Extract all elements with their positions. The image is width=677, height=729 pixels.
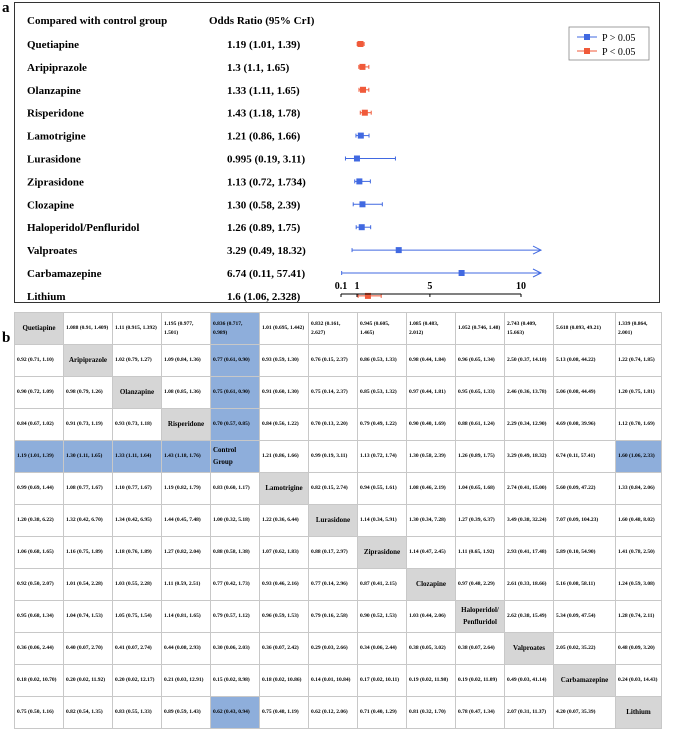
league-value-cell: 0.41 (0.07, 2.74) bbox=[113, 633, 162, 665]
league-value-cell: 1.26 (0.89, 1.75) bbox=[456, 441, 505, 473]
league-table-row bbox=[15, 601, 662, 633]
league-value-cell: 0.70 (0.13, 2.20) bbox=[309, 409, 358, 441]
forest-point bbox=[459, 270, 465, 276]
league-value-cell: 0.96 (0.65, 1.34) bbox=[456, 345, 505, 377]
league-value-cell: 1.01 (0.54, 2.28) bbox=[64, 569, 113, 601]
league-significant-cell: 0.70 (0.57, 0.85) bbox=[211, 409, 260, 441]
league-value-cell: 1.12 (0.70, 1.69) bbox=[616, 409, 662, 441]
league-value-cell: 1.09 (0.84, 1.36) bbox=[162, 345, 211, 377]
league-value-cell: 0.94 (0.55, 1.61) bbox=[358, 473, 407, 505]
league-value-cell: 2.61 (0.33, 18.66) bbox=[505, 569, 554, 601]
league-value-cell: 0.78 (0.47, 1.34) bbox=[456, 697, 505, 729]
league-diagonal-drug-cell: Haloperidol/ Penfluridol bbox=[456, 601, 505, 633]
league-table-row bbox=[15, 633, 662, 665]
league-value-cell: 0.77 (0.14, 2.96) bbox=[309, 569, 358, 601]
league-value-cell: 2.93 (0.41, 17.48) bbox=[505, 537, 554, 569]
league-value-cell: 7.07 (0.09, 104.23) bbox=[554, 505, 616, 537]
league-table-row bbox=[15, 697, 662, 729]
league-value-cell: 0.83 (0.60, 1.17) bbox=[211, 473, 260, 505]
league-value-cell: 1.08 (0.77, 1.67) bbox=[64, 473, 113, 505]
forest-or-label: 1.33 (1.11, 1.65) bbox=[227, 84, 300, 97]
league-value-cell: 0.82 (0.15, 2.74) bbox=[309, 473, 358, 505]
league-value-cell: 2.50 (0.37, 14.10) bbox=[505, 345, 554, 377]
forest-header-right: Odds Ratio (95% CrI) bbox=[209, 15, 315, 27]
league-value-cell: 4.20 (0.07, 35.39) bbox=[554, 697, 616, 729]
league-value-cell: 1.34 (0.42, 6.95) bbox=[113, 505, 162, 537]
forest-legend-marker bbox=[584, 48, 590, 54]
league-value-cell: 3.29 (0.49, 18.32) bbox=[505, 441, 554, 473]
league-value-cell: 2.07 (0.31, 11.37) bbox=[505, 697, 554, 729]
league-value-cell: 1.07 (0.62, 1.83) bbox=[260, 537, 309, 569]
league-diagonal-drug-cell: Risperidone bbox=[162, 409, 211, 441]
league-value-cell: 0.97 (0.48, 2.29) bbox=[456, 569, 505, 601]
league-value-cell: 1.13 (0.72, 1.74) bbox=[358, 441, 407, 473]
league-value-cell: 1.05 (0.75, 1.54) bbox=[113, 601, 162, 633]
league-value-cell: 1.24 (0.59, 3.08) bbox=[616, 569, 662, 601]
league-significant-cell: 0.62 (0.43, 0.94) bbox=[211, 697, 260, 729]
league-diagonal-drug-cell: Quetiapine bbox=[15, 313, 64, 345]
league-value-cell: 1.11 (0.65, 1.92) bbox=[456, 537, 505, 569]
league-value-cell: 1.00 (0.32, 5.18) bbox=[211, 505, 260, 537]
league-value-cell: 5.60 (0.09, 47.22) bbox=[554, 473, 616, 505]
league-table-row bbox=[15, 345, 662, 377]
league-value-cell: 1.19 (0.82, 1.79) bbox=[162, 473, 211, 505]
league-diagonal-drug-cell: Valproates bbox=[505, 633, 554, 665]
league-value-cell: 1.052 (0.746, 1.48) bbox=[456, 313, 505, 345]
league-diagonal-drug-cell: Lamotrigine bbox=[260, 473, 309, 505]
league-value-cell: 0.17 (0.02, 10.11) bbox=[358, 665, 407, 697]
league-value-cell: 0.99 (0.69, 1.44) bbox=[15, 473, 64, 505]
league-value-cell: 0.21 (0.03, 12.91) bbox=[162, 665, 211, 697]
league-value-cell: 1.11 (0.59, 2.51) bbox=[162, 569, 211, 601]
league-value-cell: 1.33 (0.84, 2.06) bbox=[616, 473, 662, 505]
league-value-cell: 1.04 (0.65, 1.68) bbox=[456, 473, 505, 505]
league-value-cell: 0.84 (0.56, 1.22) bbox=[260, 409, 309, 441]
forest-or-label: 1.21 (0.86, 1.66) bbox=[227, 130, 301, 143]
league-value-cell: 0.38 (0.05, 3.02) bbox=[407, 633, 456, 665]
league-value-cell: 5.89 (0.10, 54.90) bbox=[554, 537, 616, 569]
panel-label-a: a bbox=[2, 0, 10, 16]
panel-label-b: b bbox=[2, 330, 11, 346]
league-value-cell: 0.18 (0.02, 10.86) bbox=[260, 665, 309, 697]
league-value-cell: 2.46 (0.36, 13.78) bbox=[505, 377, 554, 409]
forest-or-label: 1.19 (1.01, 1.39) bbox=[227, 39, 301, 51]
league-value-cell: 1.32 (0.42, 6.70) bbox=[64, 505, 113, 537]
forest-drug-label: Quetiapine bbox=[27, 39, 79, 51]
league-value-cell: 0.20 (0.02, 11.92) bbox=[64, 665, 113, 697]
league-value-cell: 1.085 (0.483, 2.012) bbox=[407, 313, 456, 345]
league-diagonal-drug-cell: Olanzapine bbox=[113, 377, 162, 409]
league-significant-cell: 0.77 (0.61, 0.90) bbox=[211, 345, 260, 377]
league-value-cell: 1.16 (0.75, 1.89) bbox=[64, 537, 113, 569]
league-value-cell: 5.16 (0.08, 58.11) bbox=[554, 569, 616, 601]
league-value-cell: 1.01 (0.695, 1.442) bbox=[260, 313, 309, 345]
league-value-cell: 0.19 (0.02, 11.98) bbox=[407, 665, 456, 697]
league-value-cell: 1.20 (0.75, 1.81) bbox=[616, 377, 662, 409]
league-value-cell: 3.49 (0.38, 32.24) bbox=[505, 505, 554, 537]
league-value-cell: 0.99 (0.19, 3.11) bbox=[309, 441, 358, 473]
forest-drug-label: Valproates bbox=[27, 245, 78, 258]
forest-point bbox=[359, 64, 365, 70]
league-value-cell: 0.92 (0.50, 2.07) bbox=[15, 569, 64, 601]
league-value-cell: 0.15 (0.02, 8.98) bbox=[211, 665, 260, 697]
league-value-cell: 0.90 (0.72, 1.09) bbox=[15, 377, 64, 409]
league-diagonal-drug-cell: Clozapine bbox=[407, 569, 456, 601]
league-value-cell: 0.40 (0.07, 2.70) bbox=[64, 633, 113, 665]
forest-drug-label: Clozapine bbox=[27, 199, 75, 212]
league-value-cell: 0.76 (0.15, 2.37) bbox=[309, 345, 358, 377]
league-value-cell: 0.93 (0.59, 1.30) bbox=[260, 345, 309, 377]
league-value-cell: 0.77 (0.42, 1.73) bbox=[211, 569, 260, 601]
league-value-cell: 2.743 (0.409, 15.663) bbox=[505, 313, 554, 345]
forest-or-label: 0.995 (0.19, 3.11) bbox=[227, 153, 306, 166]
league-value-cell: 1.11 (0.915, 1.392) bbox=[113, 313, 162, 345]
league-value-cell: 0.87 (0.41, 2.15) bbox=[358, 569, 407, 601]
league-value-cell: 1.08 (0.46, 2.19) bbox=[407, 473, 456, 505]
forest-drug-label: Lamotrigine bbox=[27, 130, 86, 143]
league-value-cell: 1.195 (0.977, 1.501) bbox=[162, 313, 211, 345]
league-value-cell: 0.91 (0.60, 1.30) bbox=[260, 377, 309, 409]
league-value-cell: 1.339 (0.864, 2.001) bbox=[616, 313, 662, 345]
league-value-cell: 0.98 (0.79, 1.26) bbox=[64, 377, 113, 409]
forest-drug-label: Carbamazepine bbox=[27, 268, 102, 280]
league-value-cell: 1.04 (0.74, 1.53) bbox=[64, 601, 113, 633]
forest-point bbox=[360, 87, 366, 93]
league-value-cell: 0.18 (0.02, 10.70) bbox=[15, 665, 64, 697]
forest-header-left: Compared with control group bbox=[27, 15, 168, 27]
league-value-cell: 0.93 (0.46, 2.16) bbox=[260, 569, 309, 601]
league-table-row bbox=[15, 409, 662, 441]
league-value-cell: 0.85 (0.53, 1.32) bbox=[358, 377, 407, 409]
league-value-cell: 5.13 (0.08, 44.22) bbox=[554, 345, 616, 377]
league-value-cell: 1.088 (0.91, 1.409) bbox=[64, 313, 113, 345]
league-significant-cell: 1.19 (1.01, 1.39) bbox=[15, 441, 64, 473]
league-value-cell: 5.34 (0.09, 47.54) bbox=[554, 601, 616, 633]
league-value-cell: 0.98 (0.44, 1.84) bbox=[407, 345, 456, 377]
league-value-cell: 1.18 (0.76, 1.89) bbox=[113, 537, 162, 569]
league-value-cell: 0.29 (0.03, 2.66) bbox=[309, 633, 358, 665]
forest-point bbox=[396, 247, 402, 253]
league-value-cell: 0.91 (0.73, 1.19) bbox=[64, 409, 113, 441]
league-diagonal-drug-cell: Ziprasidone bbox=[358, 537, 407, 569]
league-value-cell: 0.75 (0.14, 2.37) bbox=[309, 377, 358, 409]
league-value-cell: 0.30 (0.06, 2.03) bbox=[211, 633, 260, 665]
league-value-cell: 0.88 (0.17, 2.97) bbox=[309, 537, 358, 569]
forest-or-label: 3.29 (0.49, 18.32) bbox=[227, 245, 306, 258]
league-significant-cell: 0.75 (0.61, 0.90) bbox=[211, 377, 260, 409]
league-value-cell: 1.14 (0.47, 2.45) bbox=[407, 537, 456, 569]
forest-or-label: 6.74 (0.11, 57.41) bbox=[227, 268, 306, 280]
league-value-cell: 1.30 (0.34, 7.28) bbox=[407, 505, 456, 537]
forest-drug-label: Aripiprazole bbox=[27, 61, 87, 74]
league-value-cell: 0.81 (0.32, 1.70) bbox=[407, 697, 456, 729]
forest-point bbox=[357, 41, 363, 47]
forest-drug-label: Lurasidone bbox=[27, 153, 81, 166]
league-value-cell: 5.618 (0.093, 49.21) bbox=[554, 313, 616, 345]
league-value-cell: 1.10 (0.77, 1.67) bbox=[113, 473, 162, 505]
league-value-cell: 0.93 (0.73, 1.18) bbox=[113, 409, 162, 441]
league-table-row bbox=[15, 441, 662, 473]
league-table-row bbox=[15, 569, 662, 601]
league-table-row bbox=[15, 473, 662, 505]
league-value-cell: 1.28 (0.74, 2.11) bbox=[616, 601, 662, 633]
forest-point bbox=[359, 201, 365, 207]
league-value-cell: 0.38 (0.07, 2.64) bbox=[456, 633, 505, 665]
league-value-cell: 0.95 (0.68, 1.34) bbox=[15, 601, 64, 633]
forest-point bbox=[354, 156, 360, 162]
league-value-cell: 1.41 (0.78, 2.50) bbox=[616, 537, 662, 569]
league-table bbox=[14, 312, 662, 729]
league-value-cell: 0.89 (0.59, 1.43) bbox=[162, 697, 211, 729]
league-value-cell: 2.29 (0.34, 12.90) bbox=[505, 409, 554, 441]
league-value-cell: 0.75 (0.50, 1.16) bbox=[15, 697, 64, 729]
league-value-cell: 0.88 (0.61, 1.24) bbox=[456, 409, 505, 441]
league-value-cell: 0.88 (0.58, 1.38) bbox=[211, 537, 260, 569]
league-value-cell: 0.24 (0.03, 14.43) bbox=[616, 665, 662, 697]
league-value-cell: 0.34 (0.06, 2.44) bbox=[358, 633, 407, 665]
league-value-cell: 0.14 (0.01, 10.84) bbox=[309, 665, 358, 697]
league-significant-cell: 1.43 (1.18, 1.76) bbox=[162, 441, 211, 473]
forest-drug-label: Ziprasidone bbox=[27, 176, 84, 189]
league-value-cell: 0.97 (0.44, 1.81) bbox=[407, 377, 456, 409]
forest-or-label: 1.30 (0.58, 2.39) bbox=[227, 199, 301, 212]
forest-legend-label: P > 0.05 bbox=[602, 33, 636, 44]
league-value-cell: 0.96 (0.59, 1.53) bbox=[260, 601, 309, 633]
league-table-panel bbox=[14, 312, 662, 729]
league-significant-cell: 1.30 (1.11, 1.65) bbox=[64, 441, 113, 473]
league-value-cell: 0.79 (0.49, 1.22) bbox=[358, 409, 407, 441]
forest-or-label: 1.13 (0.72, 1.734) bbox=[227, 176, 306, 189]
league-value-cell: 0.83 (0.55, 1.33) bbox=[113, 697, 162, 729]
forest-legend-label: P < 0.05 bbox=[602, 47, 636, 58]
league-value-cell: 0.945 (0.605, 1.465) bbox=[358, 313, 407, 345]
league-value-cell: 0.75 (0.48, 1.19) bbox=[260, 697, 309, 729]
league-value-cell: 0.79 (0.16, 2.58) bbox=[309, 601, 358, 633]
league-value-cell: 1.08 (0.85, 1.36) bbox=[162, 377, 211, 409]
league-significant-cell: 1.60 (1.06, 2.33) bbox=[616, 441, 662, 473]
forest-drug-label: Lithium bbox=[27, 290, 66, 302]
forest-drug-label: Haloperidol/Penfluridol bbox=[27, 222, 140, 235]
league-value-cell: 0.19 (0.02, 11.09) bbox=[456, 665, 505, 697]
league-value-cell: 6.74 (0.11, 57.41) bbox=[554, 441, 616, 473]
league-value-cell: 0.20 (0.02, 12.17) bbox=[113, 665, 162, 697]
league-value-cell: 0.90 (0.52, 1.53) bbox=[358, 601, 407, 633]
forest-point bbox=[359, 224, 365, 230]
league-value-cell: 2.74 (0.41, 15.00) bbox=[505, 473, 554, 505]
league-value-cell: 0.90 (0.40, 1.69) bbox=[407, 409, 456, 441]
forest-point bbox=[356, 178, 362, 184]
league-value-cell: 0.71 (0.40, 1.29) bbox=[358, 697, 407, 729]
forest-or-label: 1.6 (1.06, 2.328) bbox=[227, 290, 301, 302]
forest-legend-marker bbox=[584, 34, 590, 40]
league-value-cell: 0.86 (0.53, 1.33) bbox=[358, 345, 407, 377]
forest-drug-label: Risperidone bbox=[27, 107, 84, 120]
league-value-cell: 0.95 (0.65, 1.33) bbox=[456, 377, 505, 409]
forest-x-tick-label: 1 bbox=[354, 281, 360, 292]
league-value-cell: 1.20 (0.38, 6.22) bbox=[15, 505, 64, 537]
league-value-cell: 1.06 (0.68, 1.65) bbox=[15, 537, 64, 569]
league-value-cell: 1.60 (0.48, 8.02) bbox=[616, 505, 662, 537]
league-value-cell: 4.69 (0.08, 39.96) bbox=[554, 409, 616, 441]
league-value-cell: 0.832 (0.161, 2.627) bbox=[309, 313, 358, 345]
league-value-cell: 0.49 (0.03, 41.14) bbox=[505, 665, 554, 697]
league-value-cell: 0.36 (0.06, 2.44) bbox=[15, 633, 64, 665]
league-value-cell: 0.84 (0.67, 1.02) bbox=[15, 409, 64, 441]
league-value-cell: 1.03 (0.55, 2.28) bbox=[113, 569, 162, 601]
league-diagonal-drug-cell: Lithium bbox=[616, 697, 662, 729]
league-value-cell: 1.03 (0.44, 2.06) bbox=[407, 601, 456, 633]
forest-x-tick-label: 5 bbox=[427, 281, 433, 292]
league-value-cell: 0.62 (0.12, 2.06) bbox=[309, 697, 358, 729]
forest-drug-label: Olanzapine bbox=[27, 84, 81, 97]
forest-or-label: 1.43 (1.18, 1.78) bbox=[227, 107, 301, 120]
forest-point bbox=[358, 133, 364, 139]
league-value-cell: 2.62 (0.38, 15.49) bbox=[505, 601, 554, 633]
league-value-cell: 5.06 (0.08, 44.49) bbox=[554, 377, 616, 409]
forest-plot-panel bbox=[14, 2, 660, 303]
league-value-cell: 1.22 (0.36, 6.44) bbox=[260, 505, 309, 537]
league-value-cell: 2.05 (0.02, 35.22) bbox=[554, 633, 616, 665]
league-table-row bbox=[15, 665, 662, 697]
forest-x-tick-label: 10 bbox=[516, 281, 526, 292]
league-value-cell: 0.79 (0.57, 1.12) bbox=[211, 601, 260, 633]
league-value-cell: 1.21 (0.86, 1.66) bbox=[260, 441, 309, 473]
league-significant-cell: 0.836 (0.717, 0.989) bbox=[211, 313, 260, 345]
league-value-cell: 1.27 (0.82, 2.04) bbox=[162, 537, 211, 569]
league-value-cell: 1.14 (0.81, 1.65) bbox=[162, 601, 211, 633]
league-value-cell: 0.44 (0.08, 2.93) bbox=[162, 633, 211, 665]
league-table-row bbox=[15, 313, 662, 345]
forest-x-tick-label: 0.1 bbox=[334, 281, 348, 292]
league-value-cell: 0.48 (0.09, 3.20) bbox=[616, 633, 662, 665]
forest-point bbox=[362, 110, 368, 116]
league-value-cell: 1.22 (0.74, 1.85) bbox=[616, 345, 662, 377]
league-value-cell: 0.92 (0.71, 1.10) bbox=[15, 345, 64, 377]
league-table-row bbox=[15, 377, 662, 409]
league-significant-cell: 1.33 (1.11, 1.64) bbox=[113, 441, 162, 473]
league-diagonal-drug-cell: Lurasidone bbox=[309, 505, 358, 537]
league-diagonal-drug-cell: Carbamazepine bbox=[554, 665, 616, 697]
league-table-row bbox=[15, 505, 662, 537]
forest-plot-svg bbox=[15, 3, 659, 302]
league-table-row bbox=[15, 537, 662, 569]
league-diagonal-drug-cell: Aripiprazole bbox=[64, 345, 113, 377]
forest-or-label: 1.26 (0.89, 1.75) bbox=[227, 222, 301, 235]
league-value-cell: 1.27 (0.39, 6.37) bbox=[456, 505, 505, 537]
league-control-group-cell: Control Group bbox=[211, 441, 260, 473]
league-value-cell: 0.36 (0.07, 2.42) bbox=[260, 633, 309, 665]
league-value-cell: 1.30 (0.58, 2.39) bbox=[407, 441, 456, 473]
league-value-cell: 1.02 (0.79, 1.27) bbox=[113, 345, 162, 377]
league-value-cell: 1.44 (0.45, 7.48) bbox=[162, 505, 211, 537]
forest-or-label: 1.3 (1.1, 1.65) bbox=[227, 61, 290, 74]
league-value-cell: 1.14 (0.34, 5.91) bbox=[358, 505, 407, 537]
league-value-cell: 0.82 (0.54, 1.35) bbox=[64, 697, 113, 729]
